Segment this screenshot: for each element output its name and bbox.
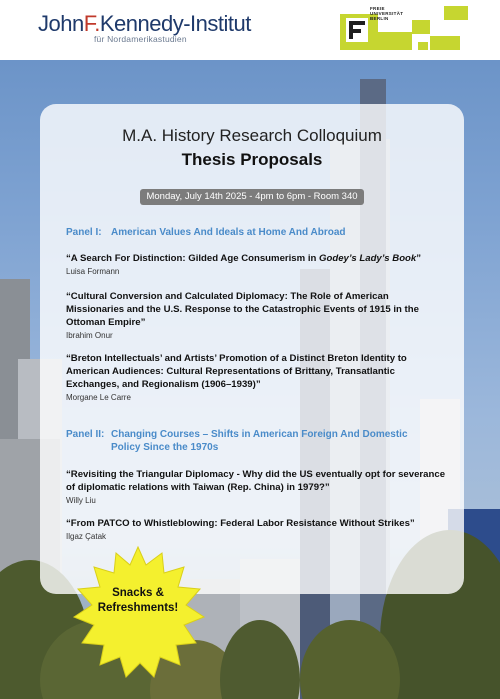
panel-1-title: American Values And Ideals at Home And Abroad bbox=[111, 227, 346, 238]
institute-subtitle: für Nordamerikastudien bbox=[94, 34, 187, 44]
colloquium-title: M.A. History Research Colloquium bbox=[122, 126, 382, 145]
talk-2 bbox=[66, 290, 446, 341]
talk-3-author: Morgane Le Carre bbox=[66, 393, 131, 402]
program-card bbox=[40, 104, 464, 594]
thesis-proposals-title: Thesis Proposals bbox=[181, 150, 323, 169]
institute-name-last: Kennedy-Institut bbox=[99, 11, 251, 36]
talk-1-author: Luisa Formann bbox=[66, 267, 120, 276]
fu-name: FREIE UNIVERSITÄT BERLIN bbox=[370, 6, 404, 21]
institute-name bbox=[38, 13, 251, 35]
panel-1-label: Panel I: bbox=[66, 227, 102, 238]
talk-3-title: “Breton Intellectuals’ and Artists’ Promotion of a Distinct Breton Identity to American Audiences: Cultural Representations of Brittany, Transatlantic Exchanges, and Regionalism (1906–1939)” bbox=[66, 353, 407, 390]
talk-4-title: “Revisiting the Triangular Diplomacy - Why did the US eventually opt for severance of diplomatic relations with Taiwan (Rep. China) in 1979?” bbox=[66, 469, 446, 493]
header bbox=[0, 0, 500, 60]
institute-name-initial: F. bbox=[83, 11, 100, 36]
talk-1 bbox=[66, 252, 446, 277]
talk-2-title: “Cultural Conversion and Calculated Diplomacy: The Role of American Missionaries and the U.S. Response to the Catastrophic Events of 1915 in the Ottoman Empire” bbox=[66, 291, 419, 328]
talk-1-title: “A Search For Distinction: Gilded Age Consumerism in Godey’s Lady’s Book” bbox=[66, 253, 422, 264]
institute-name-first: John bbox=[38, 11, 84, 36]
jfk-institute-logo bbox=[38, 11, 251, 44]
date-time-room-bar: Monday, July 14th 2025 - 4pm to 6pm - Room 340 bbox=[140, 189, 364, 205]
talk-5-title: “From PATCO to Whistleblowing: Federal Labor Resistance Without Strikes” bbox=[66, 518, 415, 529]
talk-4 bbox=[66, 468, 446, 506]
talk-4-author: Willy Liu bbox=[66, 496, 96, 505]
panel-2-title: Changing Courses – Shifts in American Foreign And Domestic Policy Since the 1970s bbox=[111, 429, 408, 453]
fu-berlin-logo bbox=[340, 6, 468, 52]
panel-2-label: Panel II: bbox=[66, 429, 105, 440]
talk-2-author: Ibrahim Onur bbox=[66, 331, 113, 340]
talk-5-author: Ilgaz Çatak bbox=[66, 532, 107, 541]
talk-5 bbox=[66, 517, 446, 542]
fu-emblem-icon bbox=[346, 18, 368, 42]
talk-3 bbox=[66, 352, 446, 403]
snacks-badge-text: Snacks & Refreshments! bbox=[97, 587, 179, 614]
